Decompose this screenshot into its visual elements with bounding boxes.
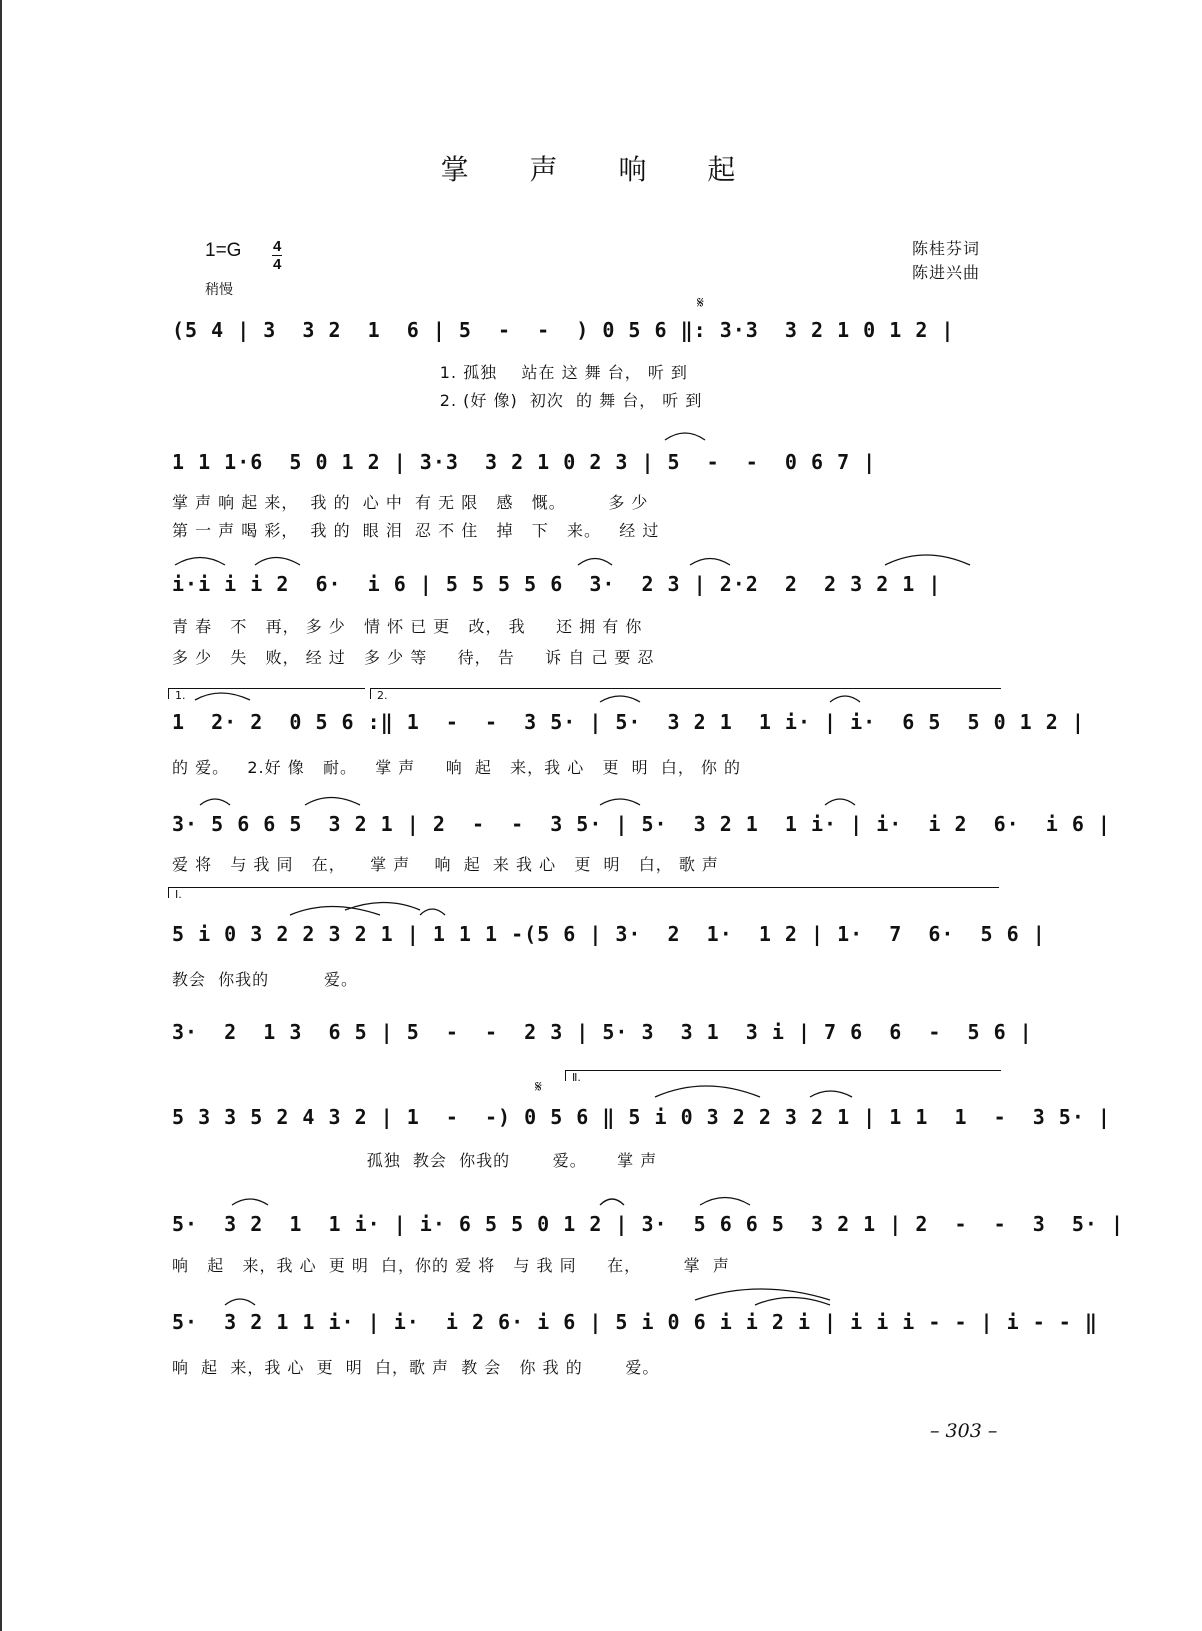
page-number: – 303 – [930,1420,998,1442]
slur [225,1299,255,1305]
slur [200,799,230,805]
lyric-row-5a: 爱 将 与 我 同 在， 掌 声 响 起 来 我 心 更 明 白， 歌 声 [172,855,719,874]
slur [305,798,360,806]
slur [665,433,705,440]
notation-row-4: 1 2· 2 0 5 6 :‖ 1 - - 3 5· | 5· 3 2 1 1 i· | i· 6 5 5 0 1 2 | [172,710,1085,734]
notation-row-5: 3· 5 6 6 5 3 2 1 | 2 - - 3 5· | 5· 3 2 1 1 i· | i· i 2 6· i 6 | [172,812,1111,836]
slur [885,555,970,565]
slur [420,909,445,915]
volta-label-1b: Ⅰ. [175,888,182,901]
notation-row-10: 5· 3 2 1 1 i· | i· i 2 6· i 6 | 5 i 0 6 i i 2 i | i i i - - | i - - ‖ [172,1310,1098,1334]
lyric-row-9a: 响 起 来，我 心 更 明 白，你的 爱 将 与 我 同 在， 掌 声 [172,1256,730,1275]
slur [810,1091,852,1097]
notation-row-6: 5 i 0 3 2 2 3 2 1 | 1 1 1 -(5 6 | 3· 2 1· 1 2 | 1· 7 6· 5 6 | [172,922,1046,946]
segno-sign: 𝄋 [697,293,704,312]
lyric-row-2b: 第 一 声 喝 彩， 我 的 眼 泪 忍 不 住 掉 下 来。 经 过 [172,521,660,540]
slur [255,558,300,566]
slur [600,1199,624,1205]
slur [600,799,640,805]
lyricist-credit: 陈桂芬词 [912,239,981,258]
lyric-row-10a: 响 起 来，我 心 更 明 白，歌 声 教 会 你 我 的 爱。 [172,1358,660,1377]
slur [700,1198,750,1206]
slur [830,696,860,702]
composer-credit: 陈进兴曲 [912,263,981,282]
time-numerator: 4 [273,238,282,255]
slur [175,558,225,566]
slur [232,1199,268,1205]
tempo-marking: 稍慢 [205,282,233,298]
volta-label-2b: Ⅱ. [572,1071,581,1084]
slur [755,1298,830,1306]
lyric-row-2a: 掌 声 响 起 来， 我 的 心 中 有 无 限 感 慨。 多 少 [172,493,649,512]
slur [825,799,855,805]
notation-row-8: 5 3 3 5 2 4 3 2 | 1 - -) 0 5 6 ‖ 5 i 0 3 2 2 3 2 1 | 1 1 1 - 3 5· | [172,1105,1111,1129]
notation-row-2: 1 1 1·6 5 0 1 2 | 3·3 3 2 1 0 2 3 | 5 - - 0 6 7 | [172,450,877,474]
key-signature: 1=G [205,240,242,261]
lyric-row-1a: 1. 孤独 站在 这 舞 台， 听 到 [172,363,688,382]
lyric-row-3b: 多 少 失 败， 经 过 多 少 等 待， 告 诉 自 己 要 忍 [172,648,655,667]
slur [690,559,730,566]
notation-row-3: i·i i i 2 6· i 6 | 5 5 5 5 6 3· 2 3 | 2·2 2 2 3 2 1 | [172,572,942,596]
lyric-row-1b: 2. (好 像) 初次 的 舞 台， 听 到 [172,391,703,410]
notation-row-1: (5 4 | 3 3 2 1 6 | 5 - - ) 0 5 6 ‖: 3·3 3 2 1 0 1 2 | [172,318,955,342]
song-title: 掌 声 响 起 [440,153,762,186]
volta-label-1: 1. [175,689,186,702]
slur [195,693,250,700]
slur [695,1289,830,1300]
slur [600,696,640,702]
notation-row-9: 5· 3 2 1 1 i· | i· 6 5 5 0 1 2 | 3· 5 6 6 5 3 2 1 | 2 - - 3 5· | [172,1212,1124,1236]
lyric-row-3a: 青 春 不 再， 多 少 情 怀 已 更 改， 我 还 拥 有 你 [172,617,643,636]
notation-row-7: 3· 2 1 3 6 5 | 5 - - 2 3 | 5· 3 3 1 3 i | 7 6 6 - 5 6 | [172,1020,1033,1044]
slur [655,1086,760,1097]
time-denominator: 4 [273,256,282,273]
slur [290,907,380,916]
volta-label-2: 2. [377,689,388,702]
lyric-row-4a: 的 爱。 2.好 像 耐。 掌 声 响 起 来，我 心 更 明 白， 你 的 [172,758,742,777]
lyric-row-6a: 教会 你我的 爱。 [172,970,358,989]
segno-sign-2: 𝄋 [535,1077,542,1096]
lyric-row-8a: 孤独 教会 你我的 爱。 掌 声 [172,1151,658,1170]
slur [578,559,612,566]
